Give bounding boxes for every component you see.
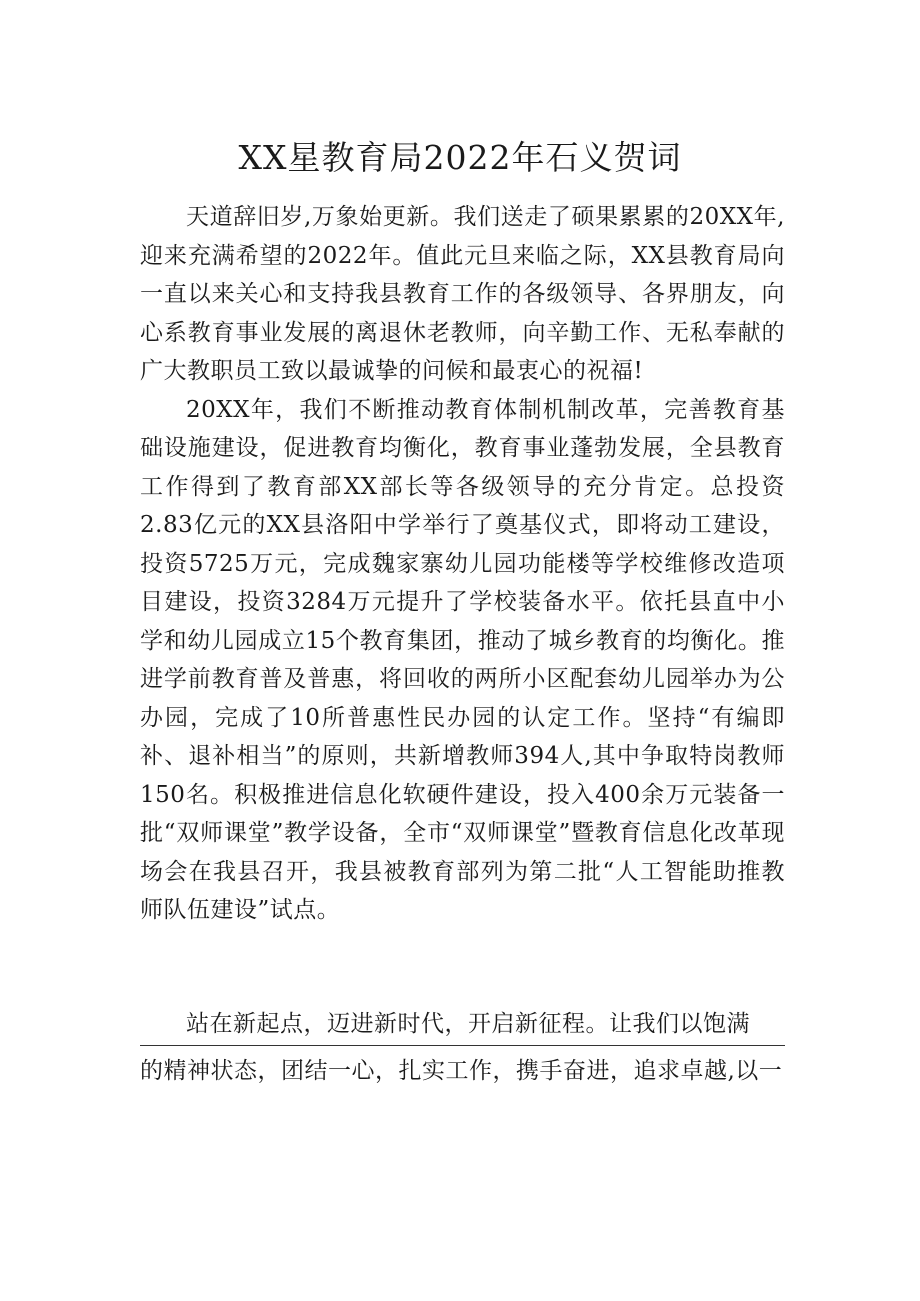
paragraph-greeting: 天道辞旧岁,万象始更新。我们送走了硕果累累的20XX年,迎来充满希望的2022年。值此元旦来临之际，XX县教育局向一直以来关心和支持我县教育工作的各级领导、各界朋友，向心系教育事业发展的离退休老教师，向辛勤工作、无私奉献的广大教职员工致以最诚挚的问候和最衷心的祝福! — [140, 204, 785, 384]
paragraph-achievements: 20XX年，我们不断推动教育体制机制改革，完善教育基础设施建设，促进教育均衡化，教育事业蓬勃发展，全县教育工作得到了教育部XX部长等各级领导的充分肯定。总投资2.83亿元的XX县洛阳中学举行了奠基仪式，即将动工建设，投资5725万元，完成魏家寨幼儿园功能楼等学校维修改造项目建设，投资3284万元提升了学校装备水平。依托县直中小学和幼儿园成立15个教育集团，推动了城乡教育的均衡化。推进学前教育普及普惠，将回收的两所小区配套幼儿园举办为公办园，完成了10所普惠性民办园的认定工作。坚持“有编即补、退补相当”的原则，共新增教师394人,其中争取特岗教师150名。积极推进信息化软硬件建设，投入400余万元装备一批“双师课堂”教学设备，全市“双师课堂”暨教育信息化改革现场会在我县召开，我县被教育部列为第二批“人工智能助推教师队伍建设”试点。 — [140, 396, 785, 923]
paragraph-closing — [140, 1005, 785, 1044]
document-title: XX星教育局2022年石义贺词 — [238, 138, 682, 177]
page-divider — [140, 1045, 785, 1046]
document-body — [140, 198, 785, 930]
closing-line-2: 的精神状态，团结一心，扎实工作，携手奋进，追求卓越,以一 — [140, 1058, 783, 1084]
closing-line-1: 站在新起点，迈进新时代，开启新征程。让我们以饱满 — [186, 1011, 750, 1037]
